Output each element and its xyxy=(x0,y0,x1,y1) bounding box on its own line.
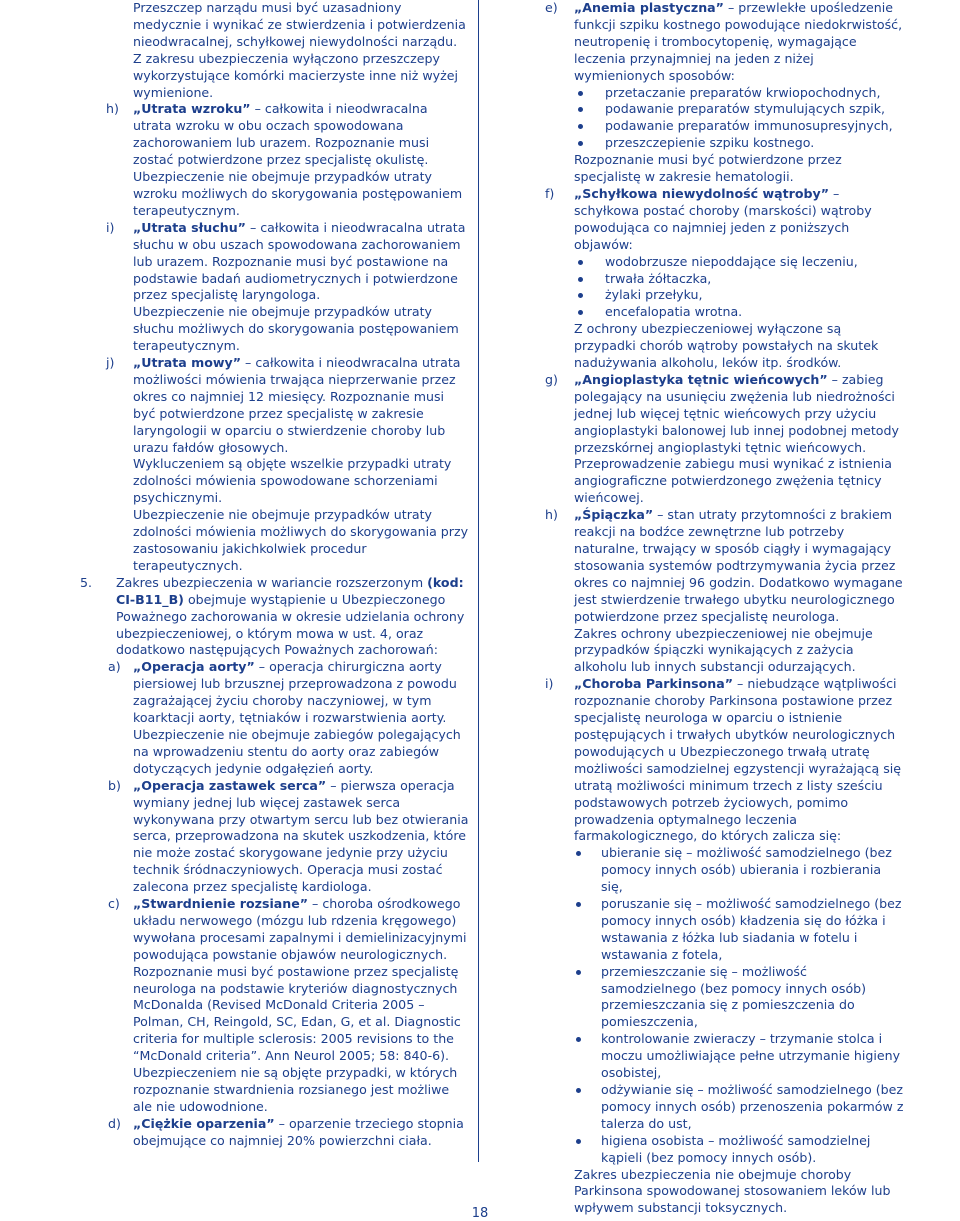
page-number: 18 xyxy=(471,1206,489,1221)
item-marker: j) xyxy=(106,355,115,371)
bullet-item: poruszanie się – możliwość samodzielnego (bez pomocy innych osób) kładzenia się do łóżka i wstawania z łóżka lub siadania w fotelu i wstawania z fotela, xyxy=(545,896,905,964)
list-item-h xyxy=(80,101,470,219)
item-title: „Utrata słuchu” xyxy=(133,219,246,235)
paragraph: Zakres ochrony ubezpieczeniowej nie obejmuje przypadków śpiączki wynikających z zażycia alkoholu lub innych substancji odurzających. xyxy=(574,625,873,675)
item-title: „Stwardnienie rozsiane” xyxy=(133,896,309,912)
item-marker: f) xyxy=(545,185,555,201)
list-item-c xyxy=(80,896,470,1116)
item-marker: i) xyxy=(106,219,115,235)
item-text: – przewlekłe upośledzenie funkcji szpiku kostnego powodujące niedokrwistość, neutropenię i trombocytopenię, wymagające leczenia przynajmniej na jeden z niżej wymienionych sposobów: xyxy=(574,0,903,83)
item-marker: h) xyxy=(545,507,558,523)
item-title: „Operacja zastawek serca” xyxy=(133,777,327,793)
item-text: – zabieg polegający na usunięciu zwężenia lub niedrożności jednej lub więcej tętnic wieńcowych przy użyciu angioplastyki balonowej lub innej podobnej metody przezskórnej angioplastyki tętnic wieńcowych. Przeprowadzenie zabiegu musi wynikać z istnienia angiograficzne potwierdzonego zwężenia tętnicy wieńcowej. xyxy=(574,371,899,506)
bullet-item: przetaczanie preparatów krwiopochodnych, xyxy=(545,85,905,102)
item-text: – pierwsza operacja wymiany jednej lub więcej zastawek serca wykonywana przy otwartym sercu lub bez otwierania serca, przeprowadzona na skutek uszkodzenia, które nie może zostać skorygowane jedynie przy użyciu technik śródnaczyniowych. Operacja musi zostać zalecona przez specjalistę kardiologa. xyxy=(133,777,469,895)
left-column xyxy=(80,0,470,1150)
item-marker: b) xyxy=(108,777,121,793)
item-text: – niebudzące wątpliwości rozpoznanie choroby Parkinsona postawione przez specjalistę neurologa w oparciu o istnienie postępujących i trwałych ubytków neurologicznych powodujących u Ubezpieczonego trwałą utratę możliwości samodzielnej egzystencji wyrażającą się utratą możliwości minimum trzech z listy sześciu podstawowych potrzeb życiowych, pomimo prowadzenia optymalnego leczenia farmakologicznego, do których zalicza się: xyxy=(574,676,902,844)
product-code: (kod: CI-B11_B) xyxy=(116,574,464,607)
bullet-item: encefalopatia wrotna. xyxy=(545,304,905,321)
paragraph: Z ochrony ubezpieczeniowej wyłączone są przypadki chorób wątroby powstałych na skutek nadużywania alkoholu, leków itp. środków. xyxy=(574,321,879,371)
item-text: – całkowita i nieodwracalna utrata możliwości mówienia trwająca nieprzerwanie przez okres co najmniej 12 miesięcy. Rozpoznanie musi być potwierdzone przez specjalistę w zakresie laryngologii w oparciu o stwierdzenie choroby lub urazu fałdów głosowych. xyxy=(133,355,461,455)
bullet-item: kontrolowanie zwieraczy – trzymanie stolca i moczu umożliwiające pełne utrzymanie higieny osobistej, xyxy=(545,1031,905,1082)
item-title: „Ciężkie oparzenia” xyxy=(133,1115,275,1131)
section-5 xyxy=(80,575,470,660)
paragraph: Z zakresu ubezpieczenia wyłączono przeszczepy wykorzystujące komórki macierzyste inne niż wyżej wymienione. xyxy=(133,50,458,100)
item-marker: d) xyxy=(108,1115,121,1131)
paragraph: Wykluczeniem są objęte wszelkie przypadki utraty zdolności mówienia spowodowane schorzeniami psychicznymi. xyxy=(133,456,452,506)
paragraph: Rozpoznanie musi być potwierdzone przez specjalistę w zakresie hematologii. xyxy=(574,152,842,185)
list-item-i xyxy=(80,220,470,355)
item-marker: e) xyxy=(545,0,558,15)
paragraph: Zakres ubezpieczenia nie obejmuje choroby Parkinsona spowodowanej stosowaniem leków lub wpływem substancji toksycznych. xyxy=(574,1166,891,1216)
bullet-item: przemieszczanie się – możliwość samodzielnego (bez pomocy innych osób) przemieszczania się z pomieszczenia do pomieszczenia, xyxy=(545,964,905,1032)
list-item-g xyxy=(545,372,905,507)
section-number: 5. xyxy=(80,574,93,590)
bullet-item: podawanie preparatów stymulujących szpik, xyxy=(545,101,905,118)
bullet-item: przeszczepienie szpiku kostnego. xyxy=(545,135,905,152)
item-marker: a) xyxy=(108,659,121,675)
item-text: – choroba ośrodkowego układu nerwowego (mózgu lub rdzenia kręgowego) wywołana procesami zapalnymi i demielinizacyjnymi powodująca powstanie objawów neurologicznych. Rozpoznanie musi być postawione przez specjalistę neurologa na podstawie kryteriów diagnostycznych McDonalda (Revised McDonald Criteria 2005 – Polman, CH, Reingold, SC, Edan, G, et al. Diagnostic criteria for multiple sclerosis: 2005 revisions to the “McDonald criteria”. Ann Neurol 2005; 58: 840-6). xyxy=(133,896,467,1064)
list-item-i xyxy=(545,676,905,845)
item-title: „Choroba Parkinsona” xyxy=(574,676,734,692)
paragraph: Ubezpieczenie nie obejmuje przypadków utraty słuchu możliwych do skorygowania postępowaniem terapeutycznym. xyxy=(133,304,459,354)
column-divider xyxy=(478,0,479,1162)
list-item-h xyxy=(545,507,905,676)
item-text: – oparzenie trzeciego stopnia obejmujące co najmniej 20% powierzchni ciała. xyxy=(133,1115,464,1148)
paragraph: Ubezpieczenie nie obejmuje przypadków utraty wzroku możliwych do skorygowania postępowaniem terapeutycznym. xyxy=(133,169,463,218)
item-title: „Anemia plastyczna” xyxy=(574,0,724,15)
list-item-e xyxy=(545,0,905,85)
bullet-item: trwała żółtaczka, xyxy=(545,271,905,288)
bullet-item: ubieranie się – możliwość samodzielnego (bez pomocy innych osób) ubierania i rozbierania się, xyxy=(545,845,905,896)
paragraph: Przeszczep narządu musi być uzasadniony medycznie i wynikać ze stwierdzenia i potwierdzenia nieodwracalnej, schyłkowej niewydolności narządu. xyxy=(133,0,466,49)
item-title: „Operacja aorty” xyxy=(133,659,255,675)
item-text: – schyłkowa postać choroby (marskości) wątroby powodująca co najmniej jeden z poniższych objawów: xyxy=(574,185,872,252)
list-item-f xyxy=(545,186,905,254)
section-text: Zakres ubezpieczenia w wariancie rozszerzonym xyxy=(116,574,428,590)
section-text: obejmuje wystąpienie u Ubezpieczonego Poważnego zachorowania w okresie udzielania ochrony ubezpieczeniowej, o którym mowa w ust. 4, oraz dodatkowo następujących Poważnych zachorowań: xyxy=(116,591,465,658)
item-title: „Utrata wzroku” xyxy=(133,101,251,117)
item-text: – całkowita i nieodwracalna utrata słuchu w obu uszach spowodowana zachorowaniem lub urazem. Rozpoznanie musi być postawione na podstawie badań audiometrycznych i potwierdzone przez specjalistę laryngologa. xyxy=(133,219,466,303)
item-text: – operacja chirurgiczna aorty piersiowej lub brzusznej przeprowadzona z powodu zagrażającej życiu choroby naczyniowej, w tym koarktacji aorty, tętniaków i rozwarstwienia aorty. Ubezpieczenie nie obejmuje zabiegów polegających na wprowadzeniu stentu do aorty oraz zabiegów dotyczących jedynie odgałęzień aorty. xyxy=(133,659,461,776)
bullet-item: odżywianie się – możliwość samodzielnego (bez pomocy innych osób) przenoszenia pokarmów z talerza do ust, xyxy=(545,1082,905,1133)
item-marker: h) xyxy=(106,101,119,117)
item-text: – stan utraty przytomności z brakiem reakcji na bodźce zewnętrzne lub potrzeby naturalne, trwający w sposób ciągły i wymagający stosowania systemów podtrzymywania życia przez okres co najmniej 96 godzin. Dodatkowo wymagane jest stwierdzenie trwałego ubytku neurologicznego potwierdzone przez specjalistę neurologa. xyxy=(574,507,903,624)
item-title: „Śpiączka” xyxy=(574,507,654,523)
paragraph: Ubezpieczeniem nie są objęte przypadki, w których rozpoznanie stwardnienia rozsianego jest możliwe ale nie udowodnione. xyxy=(133,1065,458,1114)
right-column xyxy=(545,0,905,1217)
item-marker: g) xyxy=(545,371,558,387)
bullet-item: podawanie preparatów immunosupresyjnych, xyxy=(545,118,905,135)
item-title: „Schyłkowa niewydolność wątroby” xyxy=(574,185,829,201)
item-marker: c) xyxy=(108,896,120,912)
list-item-d xyxy=(80,1116,470,1150)
item-text: – całkowita i nieodwracalna utrata wzroku w obu oczach spowodowana zachorowaniem lub urazem. Rozpoznanie musi zostać potwierdzone przez specjalistę okulistę. xyxy=(133,101,430,168)
list-item-a xyxy=(80,659,470,777)
bullet-item: wodobrzusze niepoddające się leczeniu, xyxy=(545,254,905,271)
item-title: „Utrata mowy” xyxy=(133,355,242,371)
bullet-item: żylaki przełyku, xyxy=(545,287,905,304)
item-marker: i) xyxy=(545,676,554,692)
list-item-j xyxy=(80,355,470,575)
item-title: „Angioplastyka tętnic wieńcowych” xyxy=(574,371,828,387)
bullet-item: higiena osobista – możliwość samodzielnej kąpieli (bez pomocy innych osób). xyxy=(545,1133,905,1167)
paragraph: Ubezpieczenie nie obejmuje przypadków utraty zdolności mówienia możliwych do skorygowania przy zastosowaniu jakichkolwiek procedur terapeutycznych. xyxy=(133,507,469,573)
list-item-b xyxy=(80,778,470,896)
